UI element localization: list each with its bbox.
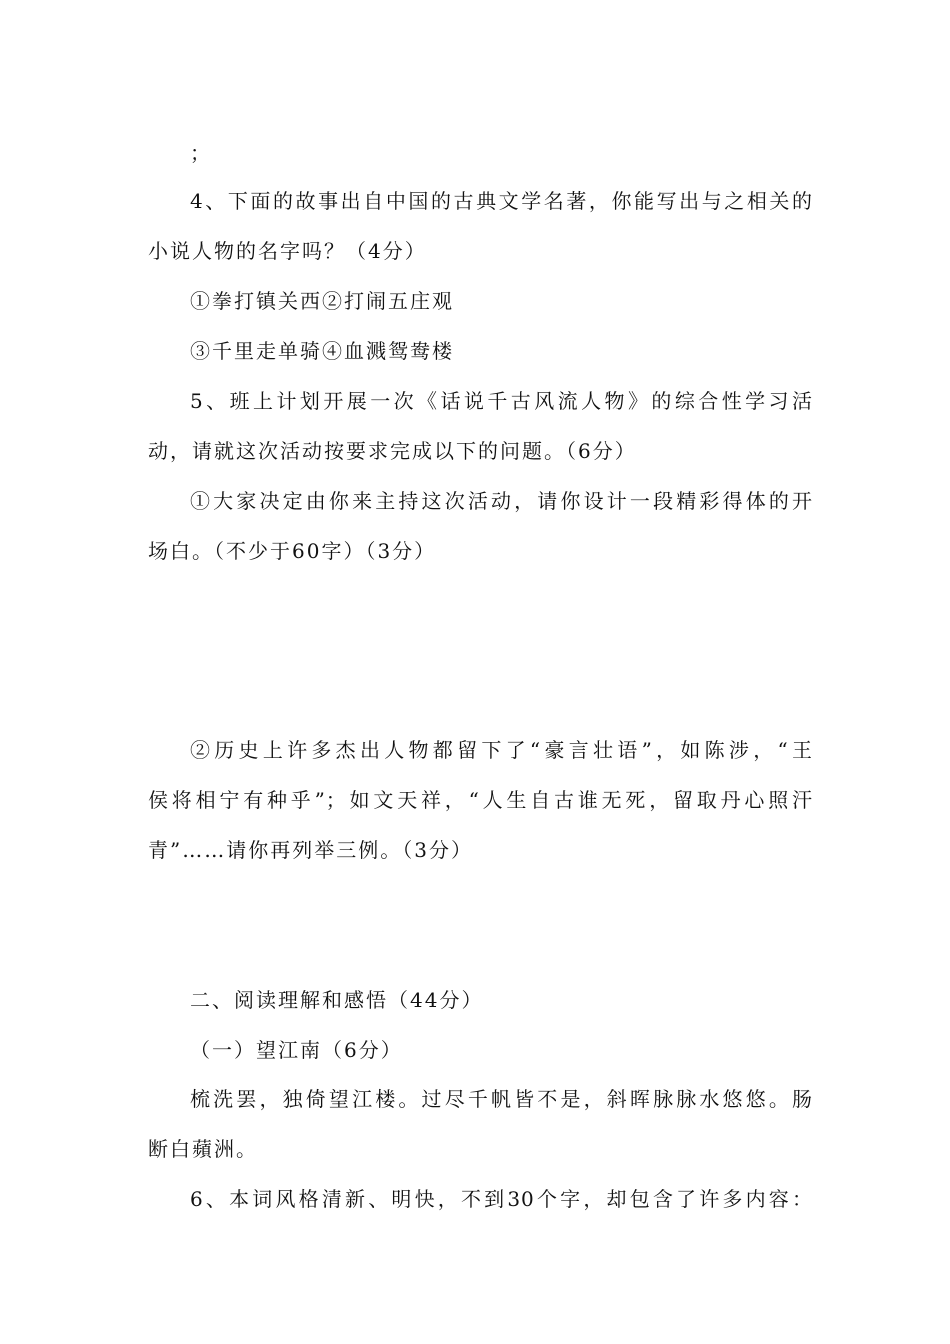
poem-title: （一）望江南（6分） [190, 1038, 403, 1062]
question-4-text-cont: 小说人物的名字吗？（4分） [148, 239, 427, 263]
answer-line-end: ； [190, 141, 212, 165]
question-5-text: 5、班上计划开展一次《话说千古风流人物》的综合性学习活 [190, 389, 813, 413]
section-2-heading: 二、阅读理解和感悟（44分） [190, 988, 484, 1012]
question-5-sub-1-cont: 场白。（不少于60字）（3分） [148, 539, 437, 563]
question-4-item-3-4: ③千里走单骑④血溅鸳鸯楼 [190, 339, 454, 363]
question-5-sub-2-cont: 侯将相宁有种乎”；如文天祥，“人生自古谁无死，留取丹心照汗 [148, 788, 813, 812]
poem-text: 梳洗罢，独倚望江楼。过尽千帆皆不是，斜晖脉脉水悠悠。肠 [190, 1087, 813, 1111]
question-5-text-cont: 动，请就这次活动按要求完成以下的问题。（6分） [148, 439, 637, 463]
question-4-item-1-2: ①拳打镇关西②打闹五庄观 [190, 289, 454, 313]
poem-text-cont: 断白蘋洲。 [148, 1137, 258, 1161]
question-6-text: 6、本词风格清新、明快，不到30个字，却包含了许多内容： [190, 1187, 813, 1211]
question-5-sub-2-end: 青”……请你再列举三例。（3分） [148, 838, 473, 862]
question-5-sub-1: ①大家决定由你来主持这次活动，请你设计一段精彩得体的开 [190, 489, 813, 513]
question-5-sub-2: ②历史上许多杰出人物都留下了“豪言壮语”，如陈涉，“王 [190, 738, 813, 762]
question-4-text: 4、下面的故事出自中国的古典文学名著，你能写出与之相关的 [190, 189, 813, 213]
